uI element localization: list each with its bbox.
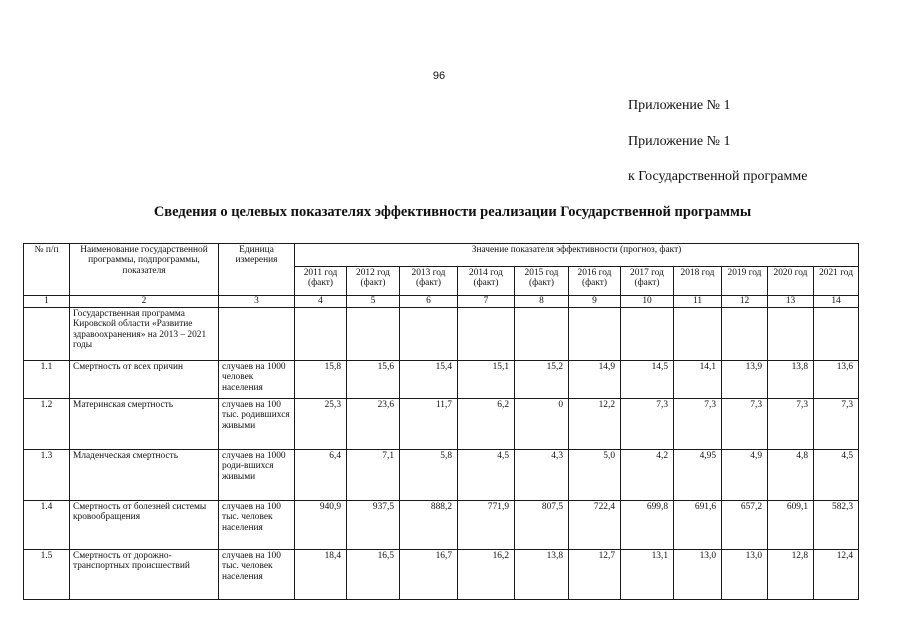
header-year: 2019 год [722,267,768,296]
program-empty-cell [674,308,722,361]
row-value: 14,5 [621,361,674,399]
table-row [24,361,859,399]
row-value: 582,3 [814,501,859,550]
program-name: Государственная программа Кировской области «Развитие здравоохранения» на 2013 – 2021 годы [70,308,219,361]
row-value: 7,3 [768,399,814,450]
program-empty-cell [458,308,515,361]
column-number: 5 [347,296,400,308]
header-year: 2021 год [814,267,859,296]
header-unit: Единица измерения [219,244,295,296]
row-value: 16,2 [458,550,515,600]
program-empty-cell [722,308,768,361]
row-value: 14,9 [569,361,621,399]
header-year: 2018 год [674,267,722,296]
program-empty-cell [347,308,400,361]
header-year: 2016 год (факт) [569,267,621,296]
row-value: 7,3 [621,399,674,450]
column-number: 11 [674,296,722,308]
program-empty-cell [569,308,621,361]
row-value: 15,1 [458,361,515,399]
row-value: 7,3 [814,399,859,450]
column-number: 9 [569,296,621,308]
header-year: 2014 год (факт) [458,267,515,296]
header-year: 2011 год (факт) [295,267,347,296]
row-value: 722,4 [569,501,621,550]
program-empty-cell [400,308,458,361]
row-value: 4,3 [515,450,569,501]
row-value: 18,4 [295,550,347,600]
row-value: 12,7 [569,550,621,600]
column-number: 12 [722,296,768,308]
program-row [24,308,859,361]
column-number: 2 [70,296,219,308]
row-value: 4,95 [674,450,722,501]
row-value: 6,2 [458,399,515,450]
row-unit: случаев на 100 тыс. человек населения [219,550,295,600]
row-value: 13,0 [722,550,768,600]
appendix-line-3: к Государственной программе [628,169,808,184]
row-value: 5,8 [400,450,458,501]
row-name: Младенческая смертность [70,450,219,501]
row-value: 4,8 [768,450,814,501]
row-value: 699,8 [621,501,674,550]
row-value: 13,1 [621,550,674,600]
page-number: 96 [432,70,446,82]
header-year: 2017 год (факт) [621,267,674,296]
row-value: 807,5 [515,501,569,550]
table-row [24,399,859,450]
header-year: 2020 год [768,267,814,296]
row-unit: случаев на 100 тыс. родившихся живыми [219,399,295,450]
row-value: 23,6 [347,399,400,450]
indicators-table [23,243,859,600]
row-value: 15,2 [515,361,569,399]
row-unit: случаев на 1000 человек населения [219,361,295,399]
row-value: 657,2 [722,501,768,550]
program-empty-cell [621,308,674,361]
row-value: 940,9 [295,501,347,550]
header-num: № п/п [24,244,70,296]
row-value: 15,6 [347,361,400,399]
row-value: 16,5 [347,550,400,600]
row-value: 4,5 [458,450,515,501]
column-number: 10 [621,296,674,308]
column-number: 3 [219,296,295,308]
program-empty-cell [814,308,859,361]
column-number: 8 [515,296,569,308]
row-value: 691,6 [674,501,722,550]
row-value: 13,6 [814,361,859,399]
row-value: 11,7 [400,399,458,450]
row-value: 13,8 [768,361,814,399]
row-value: 14,1 [674,361,722,399]
header-year: 2015 год (факт) [515,267,569,296]
row-value: 888,2 [400,501,458,550]
column-number: 1 [24,296,70,308]
row-value: 4,9 [722,450,768,501]
program-num [24,308,70,361]
row-value: 12,2 [569,399,621,450]
row-value: 609,1 [768,501,814,550]
row-name: Материнская смертность [70,399,219,450]
row-value: 15,8 [295,361,347,399]
column-number: 13 [768,296,814,308]
row-unit: случаев на 1000 роди-вшихся живыми [219,450,295,501]
table-row [24,501,859,550]
row-value: 4,2 [621,450,674,501]
row-num: 1.2 [24,399,70,450]
row-name: Смертность от дорожно-транспортных происшествий [70,550,219,600]
row-value: 16,7 [400,550,458,600]
table-row [24,450,859,501]
row-value: 12,8 [768,550,814,600]
row-name: Смертность от болезней системы кровообращения [70,501,219,550]
header-values-group: Значение показателя эффективности (прогноз, факт) [295,244,859,267]
header-year: 2012 год (факт) [347,267,400,296]
program-empty-cell [295,308,347,361]
row-num: 1.1 [24,361,70,399]
column-number: 6 [400,296,458,308]
program-empty-cell [768,308,814,361]
row-value: 4,5 [814,450,859,501]
header-year: 2013 год (факт) [400,267,458,296]
table-row [24,550,859,600]
row-value: 13,8 [515,550,569,600]
row-num: 1.3 [24,450,70,501]
row-unit: случаев на 100 тыс. человек населения [219,501,295,550]
row-value: 7,1 [347,450,400,501]
column-number: 4 [295,296,347,308]
program-unit [219,308,295,361]
row-value: 5,0 [569,450,621,501]
row-value: 15,4 [400,361,458,399]
appendix-line-1: Приложение № 1 [628,98,731,113]
program-empty-cell [515,308,569,361]
row-value: 13,9 [722,361,768,399]
column-number: 14 [814,296,859,308]
appendix-line-2: Приложение № 1 [628,134,731,149]
row-value: 13,0 [674,550,722,600]
header-name: Наименование государственной программы, подпрограммы, показателя [70,244,219,296]
row-value: 771,9 [458,501,515,550]
header-row [24,244,859,267]
row-value: 937,5 [347,501,400,550]
column-numbers-row [24,296,859,308]
row-num: 1.5 [24,550,70,600]
row-num: 1.4 [24,501,70,550]
row-value: 7,3 [674,399,722,450]
row-value: 12,4 [814,550,859,600]
row-value: 7,3 [722,399,768,450]
column-number: 7 [458,296,515,308]
row-value: 25,3 [295,399,347,450]
row-value: 0 [515,399,569,450]
document-title: Сведения о целевых показателях эффективности реализации Государственной программы [153,204,752,220]
row-name: Смертность от всех причин [70,361,219,399]
row-value: 6,4 [295,450,347,501]
